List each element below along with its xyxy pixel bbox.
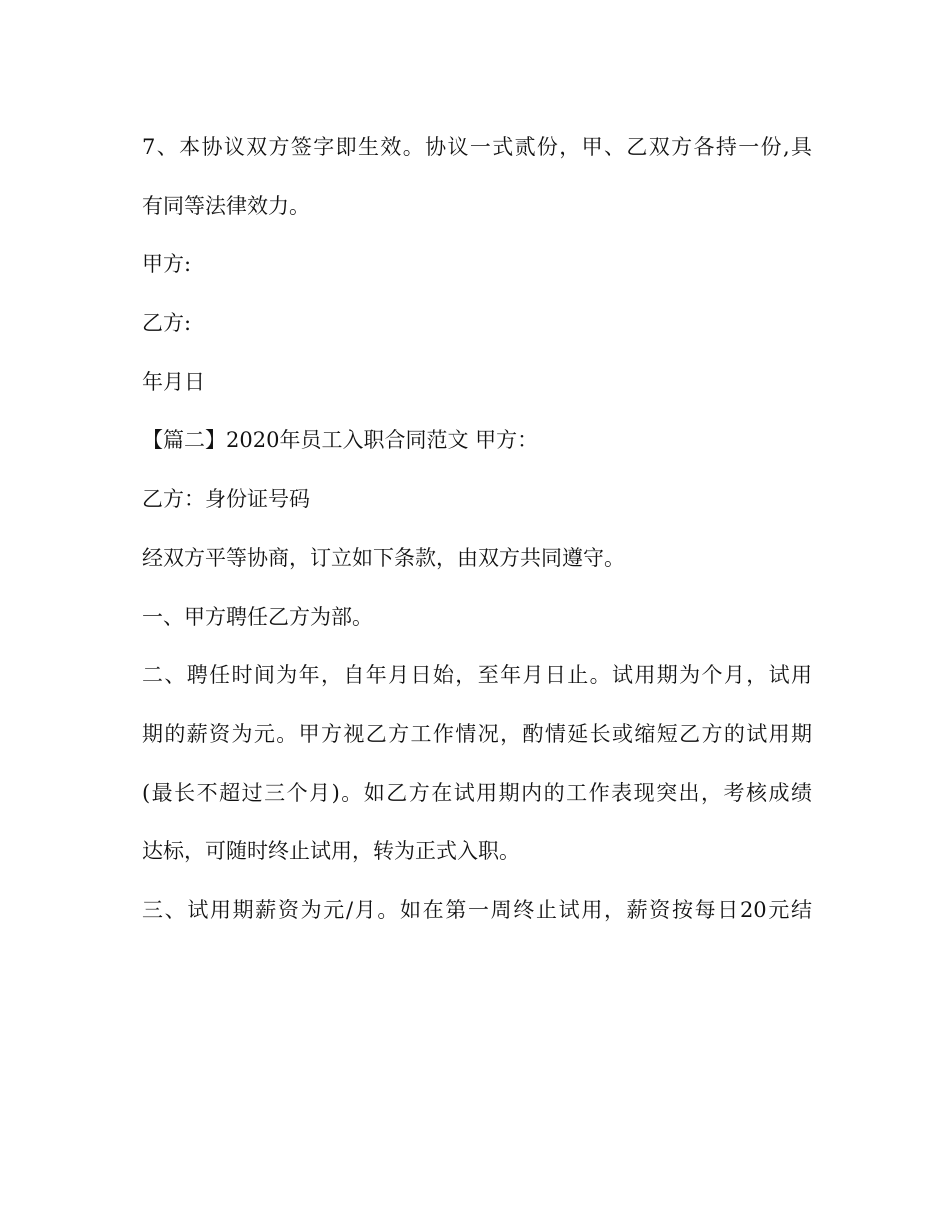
paragraph-line: 达标，可随时终止试用，转为正式入职。 — [142, 839, 520, 864]
section-heading: 【篇二】2020年员工入职合同范文 甲方： — [142, 428, 539, 453]
paragraph-line: 一、甲方聘任乙方为部。 — [142, 604, 373, 629]
paragraph-line: 期的薪资为元。甲方视乙方工作情况，酌情延长或缩短乙方的试用期 — [142, 721, 812, 746]
date-line: 年月日 — [142, 369, 205, 394]
paragraph-line: 二、聘任时间为年，自年月日始，至年月日止。试用期为个月，试用 — [142, 663, 812, 688]
paragraph-line: 有同等法律效力。 — [142, 193, 310, 218]
party-a-label: 甲方: — [142, 252, 192, 277]
paragraph-line: 7、本协议双方签字即生效。协议一式贰份，甲、乙双方各持一份,具 — [142, 135, 812, 159]
paragraph-line: 三、试用期薪资为元/月。如在第一周终止试用，薪资按每日20元结 — [142, 897, 812, 922]
paragraph-line: (最长不超过三个月)。如乙方在试用期内的工作表现突出，考核成绩 — [142, 780, 812, 805]
party-b-label: 乙方: — [142, 311, 192, 336]
paragraph-line: 乙方：身份证号码 — [142, 487, 310, 512]
document-body — [142, 118, 812, 940]
paragraph-line: 经双方平等协商，订立如下条款，由双方共同遵守。 — [142, 545, 625, 570]
